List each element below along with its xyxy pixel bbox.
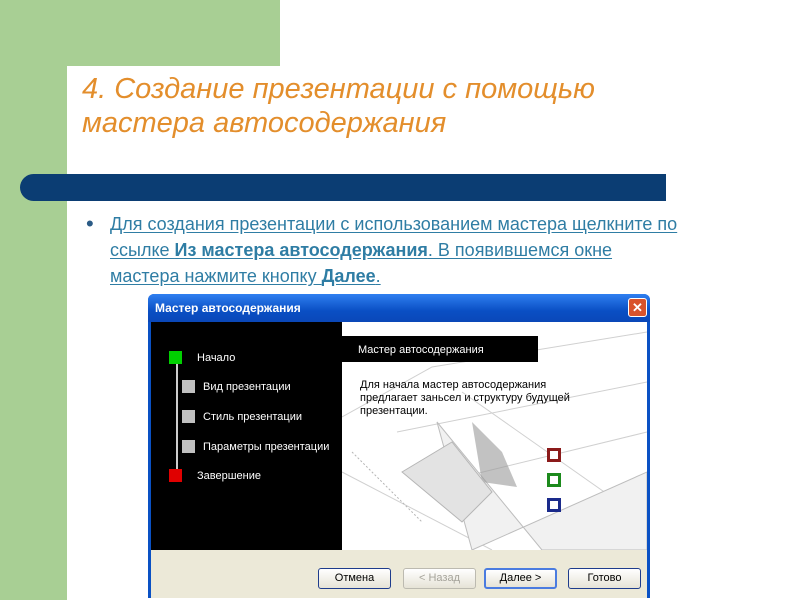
deco-green-square-icon (547, 473, 561, 487)
step-presentation-options[interactable] (151, 437, 342, 457)
wizard-content-pane (342, 322, 647, 550)
panel-heading-bar (342, 336, 538, 362)
window-title: Мастер автосодержания (155, 301, 301, 315)
bullet-next-word: Далее (321, 266, 376, 286)
next-button[interactable]: Далее > (484, 568, 557, 589)
green-side-band (0, 0, 67, 600)
window-client-area (151, 322, 647, 598)
finish-button[interactable]: Готово (568, 568, 641, 589)
bullet-text-part3: . (375, 266, 381, 286)
green-top-band (0, 0, 280, 66)
slide-title-line2: мастера автосодержания (82, 107, 447, 139)
bullet-text-part2: . В появившемся окне мастера нажмите кнопку (110, 240, 613, 286)
bullet-link-wizard[interactable]: Из мастера автосодержания (174, 240, 428, 260)
step-start[interactable] (151, 348, 342, 368)
wizard-steps-pane (151, 322, 342, 550)
slide-title (82, 72, 702, 140)
slide-title-line1: 4. Создание презентации с помощью (82, 73, 595, 105)
step-style-label: Стиль презентации (203, 411, 303, 423)
step-start-label: Начало (197, 352, 236, 364)
panel-description: Для начала мастер автосодержания предлагает заньсел и структуру будущей презентации. (360, 379, 570, 417)
step-type-marker-icon (182, 380, 195, 393)
step-finish-label: Завершение (197, 470, 261, 482)
deco-red-square-icon (547, 448, 561, 462)
window-titlebar[interactable] (148, 294, 650, 322)
bullet-text[interactable] (110, 211, 680, 289)
step-type-label: Вид презентации (203, 381, 291, 393)
step-style-marker-icon (182, 410, 195, 423)
back-button[interactable]: < Назад (403, 568, 476, 589)
cancel-button[interactable]: Отмена (318, 568, 391, 589)
autocontent-wizard-window (148, 294, 650, 598)
close-button[interactable] (628, 298, 647, 317)
step-options-marker-icon (182, 440, 195, 453)
title-underline-bar (20, 174, 666, 201)
panel-heading: Мастер автосодержания (358, 344, 484, 356)
bullet-text-part1: Для создания презентации с использованием мастера щелкните по ссылке (110, 214, 678, 260)
bullet-icon: • (86, 211, 94, 236)
close-icon: ✕ (632, 300, 643, 315)
step-presentation-style[interactable] (151, 407, 342, 427)
button-bar (151, 550, 647, 598)
step-finish[interactable] (151, 466, 342, 486)
step-start-marker-icon (169, 351, 182, 364)
step-finish-marker-icon (169, 469, 182, 482)
step-presentation-type[interactable] (151, 377, 342, 397)
step-options-label: Параметры презентации (203, 441, 330, 453)
deco-blue-square-icon (547, 498, 561, 512)
